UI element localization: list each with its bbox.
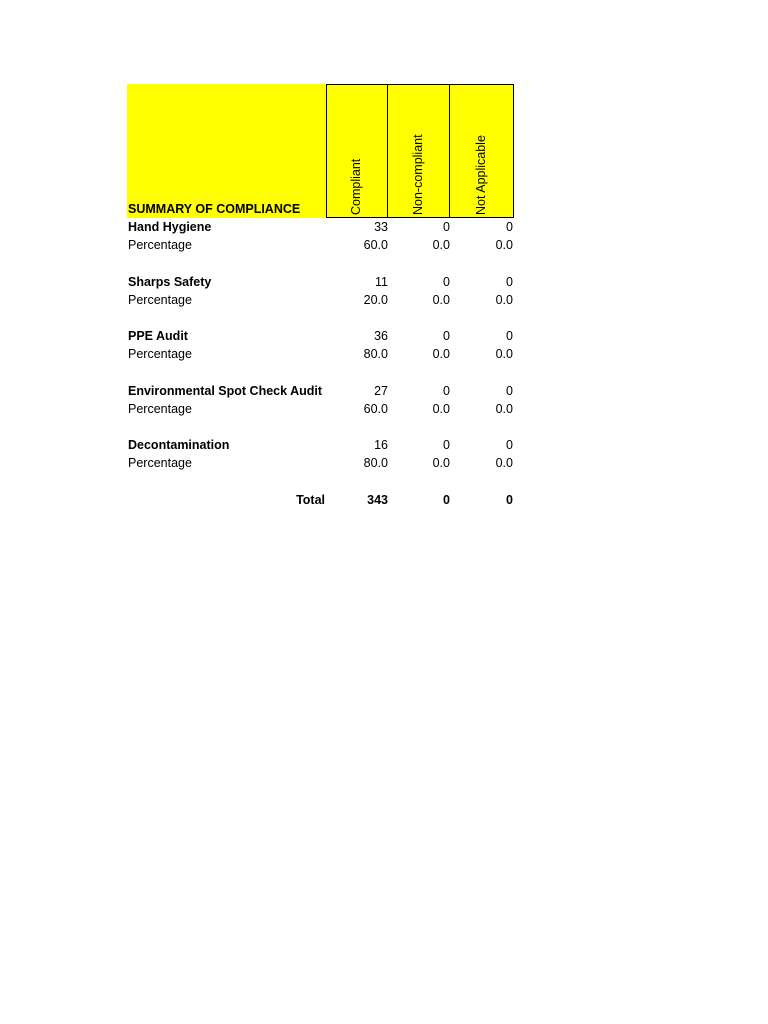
count-compliant: 11	[375, 274, 388, 289]
blank-row	[127, 418, 514, 437]
percent-non-compliant: 0.0	[432, 347, 450, 361]
percent-non-compliant: 0.0	[432, 238, 450, 252]
percent-non-compliant: 0.0	[432, 456, 450, 470]
percent-not-applicable: 0.0	[495, 292, 513, 307]
table-row[interactable]	[127, 291, 514, 309]
blank-row	[127, 309, 514, 328]
count-not-applicable: 0	[506, 383, 513, 398]
count-non-compliant: 0	[443, 220, 450, 234]
table-row[interactable]	[127, 400, 514, 418]
percent-compliant: 60.0	[363, 238, 388, 252]
section-name: Sharps Safety	[128, 274, 212, 289]
table-row[interactable]	[127, 273, 514, 291]
percent-non-compliant: 0.0	[432, 401, 450, 416]
blank-row	[127, 363, 514, 382]
count-not-applicable: 0	[506, 329, 513, 343]
percentage-label: Percentage	[128, 347, 192, 361]
percent-not-applicable: 0.0	[495, 347, 513, 361]
column-header-non-compliant[interactable]	[388, 84, 450, 218]
percent-compliant: 80.0	[363, 456, 388, 470]
table-row[interactable]	[127, 436, 514, 454]
table-row[interactable]	[127, 236, 514, 254]
count-non-compliant: 0	[443, 438, 450, 452]
total-row[interactable]	[127, 491, 514, 509]
count-compliant: 16	[374, 438, 388, 452]
column-header-label: Compliant	[349, 158, 363, 215]
count-compliant: 36	[374, 329, 388, 343]
total-label: Total	[296, 492, 325, 507]
count-not-applicable: 0	[506, 220, 513, 234]
percentage-label: Percentage	[128, 401, 192, 416]
table-row[interactable]	[127, 218, 514, 236]
percent-non-compliant: 0.0	[432, 292, 450, 307]
total-compliant: 343	[367, 492, 388, 507]
column-header-label: Not Applicable	[473, 135, 488, 215]
count-compliant: 33	[374, 220, 388, 234]
table-row[interactable]	[127, 327, 514, 345]
table-row[interactable]	[127, 382, 514, 400]
blank-row	[127, 472, 514, 491]
summary-title: SUMMARY OF COMPLIANCE	[128, 202, 301, 216]
percentage-label: Percentage	[128, 456, 192, 470]
percent-compliant: 60.0	[363, 401, 388, 416]
section-name: Decontamination	[128, 438, 230, 452]
total-not-applicable: 0	[506, 492, 513, 507]
table-row[interactable]	[127, 454, 514, 472]
section-name: PPE Audit	[128, 329, 188, 343]
section-name: Environmental Spot Check Audit	[128, 383, 323, 398]
count-not-applicable: 0	[506, 438, 513, 452]
column-header-compliant[interactable]	[326, 84, 388, 218]
count-non-compliant: 0	[443, 383, 450, 398]
column-header-label: Non-compliant	[410, 134, 425, 215]
percentage-label: Percentage	[128, 238, 192, 252]
total-non-compliant: 0	[443, 492, 450, 507]
percent-compliant: 20.0	[363, 292, 388, 307]
count-not-applicable: 0	[506, 274, 513, 289]
header-row	[127, 84, 514, 218]
table-row[interactable]	[127, 345, 514, 363]
percent-not-applicable: 0.0	[495, 401, 513, 416]
title-cell[interactable]	[127, 84, 326, 218]
count-non-compliant: 0	[443, 274, 450, 289]
count-compliant: 27	[374, 383, 388, 398]
blank-row	[127, 254, 514, 273]
percentage-label: Percentage	[128, 292, 192, 307]
compliance-summary-table	[127, 84, 514, 509]
section-name: Hand Hygiene	[128, 220, 212, 234]
column-header-not-applicable[interactable]	[450, 84, 514, 218]
percent-compliant: 80.0	[363, 347, 388, 361]
percent-not-applicable: 0.0	[495, 238, 513, 252]
percent-not-applicable: 0.0	[495, 456, 513, 470]
count-non-compliant: 0	[443, 329, 450, 343]
